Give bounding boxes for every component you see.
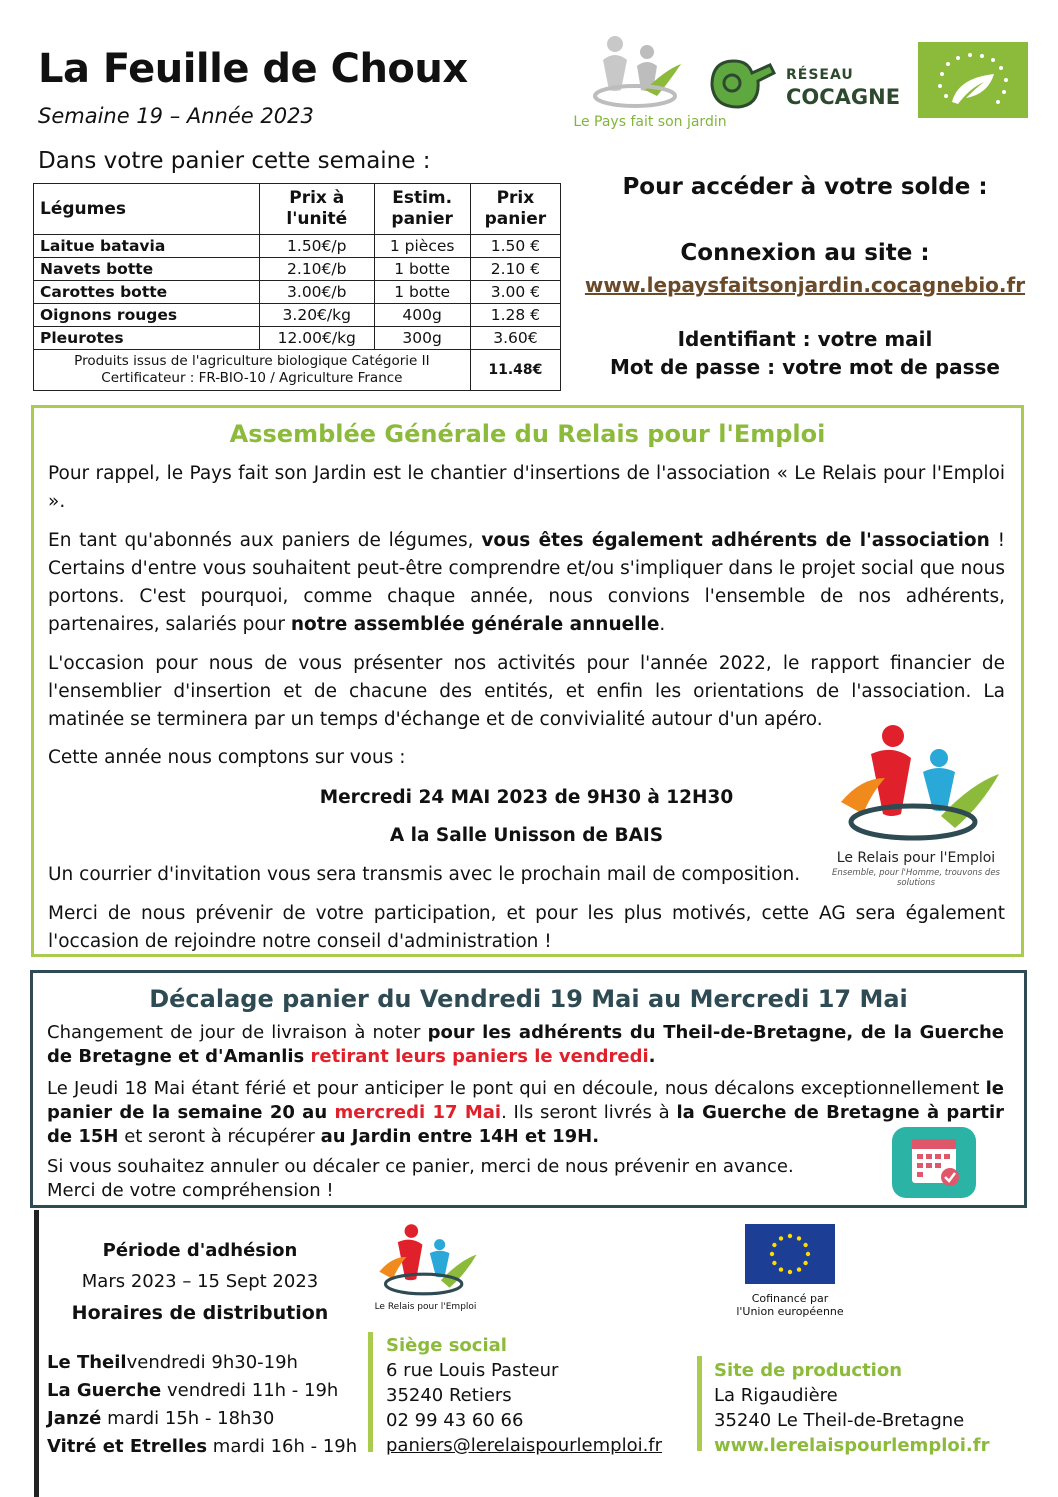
decalage-heading: Décalage panier du Vendredi 19 Mai au Mercredi 17 Mai xyxy=(149,985,908,1013)
siege-line: 35240 Retiers xyxy=(386,1385,512,1406)
horaires-list xyxy=(47,1350,357,1459)
eu-cofinance xyxy=(715,1292,865,1318)
col-header-estim: Estim. panier xyxy=(374,184,470,235)
footer-divider xyxy=(34,1210,39,1497)
ag-paragraph-5: Un courrier d'invitation vous sera transmis avec le prochain mail de composition. xyxy=(48,864,801,885)
vegetable-table xyxy=(33,183,561,391)
connexion-heading: Connexion au site : xyxy=(680,240,930,266)
calendar-icon xyxy=(890,1125,978,1200)
list-item: Vitré et Etrelles mardi 16h - 19h xyxy=(47,1436,358,1457)
siege-divider xyxy=(368,1332,373,1452)
basket-total: 11.48€ xyxy=(470,350,560,391)
pays-tagline: Le Pays fait son jardin xyxy=(573,114,727,130)
ag-section xyxy=(31,405,1024,957)
siege-line: 6 rue Louis Pasteur xyxy=(386,1360,559,1381)
veg-estim: 400g xyxy=(374,304,470,327)
certification-line1: Produits issus de l'agriculture biologique Catégorie II xyxy=(74,353,430,369)
veg-name: Navets botte xyxy=(34,258,260,281)
ag-paragraph-4: Cette année nous comptons sur vous : xyxy=(48,747,406,768)
ag-paragraph-1: Pour rappel, le Pays fait son Jardin est le chantier d'insertions de l'association « Le Relais pour l'Emploi ». xyxy=(48,463,1005,512)
veg-estim: 1 botte xyxy=(374,281,470,304)
list-item: La Guerche vendredi 11h - 19h xyxy=(47,1380,339,1401)
password-line: Mot de passe : votre mot de passe xyxy=(610,355,1000,379)
veg-name: Carottes botte xyxy=(34,281,260,304)
col-header-legumes: Légumes xyxy=(34,184,260,235)
ag-date: Mercredi 24 MAI 2023 de 9H30 à 12H30 xyxy=(319,787,734,808)
veg-unit-price: 2.10€/b xyxy=(260,258,375,281)
certification-line2: Certificateur : FR-BIO-10 / Agriculture France xyxy=(101,370,403,386)
relais-small-logo xyxy=(373,1220,478,1320)
table-row xyxy=(34,281,561,304)
list-item: Janzé mardi 15h - 18h30 xyxy=(47,1408,275,1429)
relais-logo xyxy=(831,718,1001,888)
siege-block xyxy=(386,1333,662,1458)
production-divider xyxy=(697,1356,702,1451)
eu-line2: l'Union européenne xyxy=(736,1305,844,1318)
table-footer-row xyxy=(34,350,561,391)
veg-price: 2.10 € xyxy=(470,258,560,281)
reseau-cocagne-logo xyxy=(708,55,908,115)
veg-name: Oignons rouges xyxy=(34,304,260,327)
veg-name: Laitue batavia xyxy=(34,235,260,258)
production-line: La Rigaudière xyxy=(714,1385,838,1406)
decalage-section xyxy=(30,970,1027,1208)
relais-slogan: Ensemble, pour l'Homme, trouvons des solutions xyxy=(832,868,1000,888)
table-row xyxy=(34,304,561,327)
veg-unit-price: 12.00€/kg xyxy=(260,327,375,350)
siege-phone: 02 99 43 60 66 xyxy=(386,1410,524,1431)
table-header-row xyxy=(34,184,561,235)
decalage-paragraph-4: Merci de votre compréhension ! xyxy=(47,1180,334,1201)
col-header-prix-panier: Prix panier xyxy=(470,184,560,235)
eu-organic-leaf-logo xyxy=(918,42,1028,118)
site-link[interactable]: www.lepaysfaitsonjardin.cocagnebio.fr xyxy=(584,273,1026,297)
pays-fait-son-jardin-logo xyxy=(573,30,727,130)
page-title: La Feuille de Choux xyxy=(38,46,468,92)
table-row xyxy=(34,258,561,281)
panier-heading: Dans votre panier cette semaine : xyxy=(38,148,431,174)
veg-name: Pleurotes xyxy=(34,327,260,350)
production-title: Site de production xyxy=(714,1360,903,1381)
relais-small-name: Le Relais pour l'Emploi xyxy=(374,1302,477,1312)
list-item: Le Theilvendredi 9h30-19h xyxy=(47,1352,298,1373)
veg-unit-price: 3.20€/kg xyxy=(260,304,375,327)
eu-line1: Cofinancé par xyxy=(751,1292,829,1305)
adhesion-block xyxy=(40,1240,360,1324)
veg-price: 3.60€ xyxy=(470,327,560,350)
veg-estim: 1 botte xyxy=(374,258,470,281)
certification-note xyxy=(34,350,471,391)
reseau-line2: COCAGNE xyxy=(786,85,901,109)
identifiant-line: Identifiant : votre mail xyxy=(677,327,933,351)
veg-unit-price: 1.50€/p xyxy=(260,235,375,258)
decalage-paragraph-3: Si vous souhaitez annuler ou décaler ce panier, merci de nous prévenir en avance. xyxy=(47,1156,794,1177)
siege-title: Siège social xyxy=(386,1335,507,1356)
horaires-title: Horaires de distribution xyxy=(71,1302,329,1324)
production-line: 35240 Le Theil-de-Bretagne xyxy=(714,1410,965,1431)
decalage-paragraph-1: Changement de jour de livraison à noter pour les adhérents du Theil-de-Bretagne, de la Guerche de Bretagne et d'Amanlis retirant leurs paniers le vendredi. xyxy=(47,1022,1005,1067)
credentials-info xyxy=(580,325,1030,381)
reseau-line1: RÉSEAU xyxy=(786,67,854,83)
veg-price: 1.50 € xyxy=(470,235,560,258)
ag-place: A la Salle Unisson de BAIS xyxy=(389,825,664,846)
table-row xyxy=(34,235,561,258)
eu-flag-icon xyxy=(745,1224,835,1284)
decalage-paragraph-2: Le Jeudi 18 Mai étant férié et pour anticiper le pont qui en découle, nous décalons exceptionnellement le panier de la semaine 20 au mercredi 17 Mai. Ils seront livrés à la Guerche de Bretagne à partir de 15H et seront à récupérer au Jardin entre 14H et 19H. xyxy=(47,1078,1004,1147)
veg-price: 3.00 € xyxy=(470,281,560,304)
ag-paragraph-6: Merci de nous prévenir de votre participation, et pour les plus motivés, cette AG sera également l'occasion de rejoindre notre conseil d'administration ! xyxy=(48,903,1005,952)
production-block xyxy=(714,1358,989,1458)
veg-estim: 1 pièces xyxy=(374,235,470,258)
page-subtitle: Semaine 19 – Année 2023 xyxy=(38,104,314,128)
col-header-prix-unite: Prix à l'unité xyxy=(260,184,375,235)
relais-name: Le Relais pour l'Emploi xyxy=(836,850,996,866)
ag-heading: Assemblée Générale du Relais pour l'Emploi xyxy=(229,420,826,448)
veg-price: 1.28 € xyxy=(470,304,560,327)
production-url-link[interactable]: www.lerelaispourlemploi.fr xyxy=(714,1435,990,1456)
veg-estim: 300g xyxy=(374,327,470,350)
ag-paragraph-2: En tant qu'abonnés aux paniers de légumes, vous êtes également adhérents de l'association ! Certains d'entre vous souhaitent peut-être comprendre et/ou s'impliquer dans le projet social que nous portons. C'est pourquoi, comme chaque année, nous convions l'ensemble de nos adhérents, partenaires, salariés pour notre assemblée générale annuelle. xyxy=(48,530,1005,635)
veg-unit-price: 3.00€/b xyxy=(260,281,375,304)
solde-heading: Pour accéder à votre solde : xyxy=(622,174,988,200)
table-row xyxy=(34,327,561,350)
siege-email-link[interactable]: paniers@lerelaispourlemploi.fr xyxy=(386,1435,663,1456)
adhesion-title: Période d'adhésion xyxy=(102,1240,298,1261)
adhesion-dates: Mars 2023 – 15 Sept 2023 xyxy=(81,1271,319,1292)
ag-paragraph-3: L'occasion pour nous de vous présenter nos activités pour l'année 2022, le rapport financier de l'ensemblier d'insertion et de chacune des entités, et enfin les orientations de l'association. La matinée se terminera par un temps d'échange et de convivialité autour d'un apéro. xyxy=(48,653,1005,730)
